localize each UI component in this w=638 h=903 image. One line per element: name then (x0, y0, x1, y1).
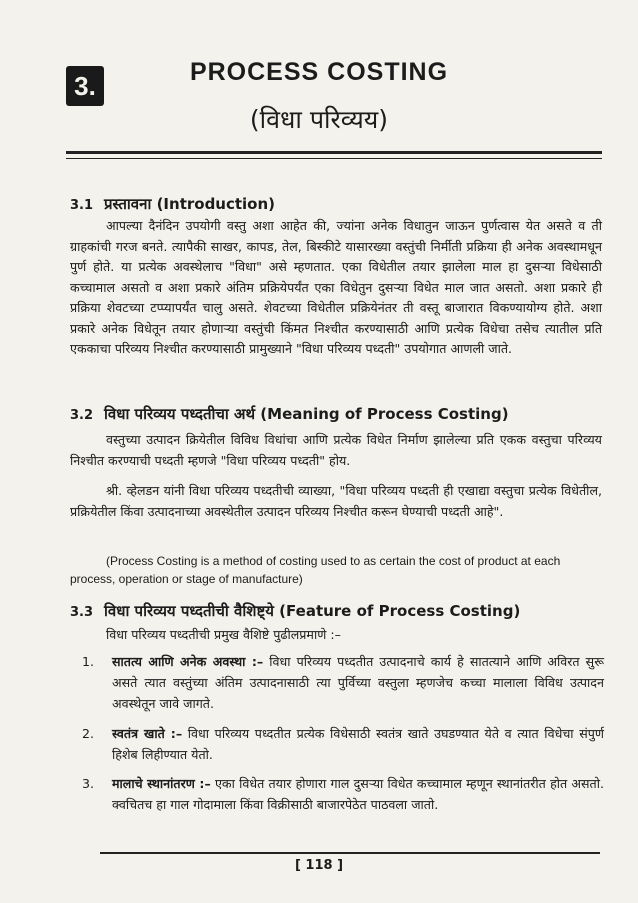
section-title: प्रस्तावना (Introduction) (104, 195, 276, 213)
feature-item (82, 651, 604, 714)
feature-item (82, 773, 604, 815)
feature-term: मालाचे स्थानांतरण :– (112, 776, 211, 791)
section-title: विधा परिव्यय पध्दतीची वैशिष्ट्ये (Feature of Process Costing) (104, 602, 521, 620)
section-number: 3.2 (70, 408, 94, 423)
feature-text: एका विधेत तयार होणारा गाल दुसऱ्या विधेत कच्चामाल म्हणून स्थानांतरीत होत असतो. क्वचितच हा गाल गोदामाला किंवा विक्रीसाठी बाजारपेठेत पाठवला जातो. (112, 776, 604, 812)
header-rule-thick (66, 151, 602, 154)
definition-paragraph: श्री. व्हेलडन यांनी विधा परिव्यय पध्दतीची व्याख्या, "विधा परिव्यय पध्दती ही एखाद्या वस्तुचा प्रत्येक विधेतील, प्रक्रियेतील किंवा उत्पादनाच्या अवस्थेतील उत्पादन परिव्यय निश्चीत करून घेण्याची पध्दती आहे". (70, 483, 602, 519)
english-definition-line-2: process, operation or stage of manufacture) (70, 572, 303, 586)
chapter-number-badge: 3. (66, 66, 104, 106)
section-heading-3-1 (70, 194, 275, 214)
section-number: 3.1 (70, 198, 94, 213)
feature-text: विधा परिव्यय पध्दतीत प्रत्येक विधेसाठी स्वतंत्र खाते उघडण्यात येते व त्यात विधेचा संपुर्ण हिशेब लिहीण्यात येतो. (112, 726, 604, 762)
introduction-paragraph: आपल्या दैनंदिन उपयोगी वस्तु अशा आहेत की, ज्यांना अनेक विधातुन जाऊन पुर्णत्वास येत असते व ती ग्राहकांची गरज बनते. त्यापैकी साखर, कापड, तेल, बिस्कीटे यासारख्या वस्तुंची निर्मीती प्रक्रिया ही अनेक अवस्थामधून पुर्ण होते. या प्रत्येक अवस्थेलाच "विधा" असे म्हणतात. एका विधेतील तयार झालेला माल हा दुसऱ्या विधेसाठी कच्चामाल असतो व अशा प्रकारे अंतिम प्रक्रियेपर्यंत एका विधेतुन दुसऱ्या विधेत माल जात असतो. अशा प्रकारे ही प्रक्रिया शेवटच्या टप्प्यापर्यंत चालु असते. शेवटच्या विधेतील प्रक्रियेनंतर ती वस्तू बाजारात विकण्यायोग्य होते. अशा प्रकारे अनेक विधेतून तयार होणाऱ्या वस्तुंची किंमत निश्चीत करण्यासाठी आणि प्रत्येक विधेचा तसेच त्यातील प्रति एककाचा परिव्यय निश्चीत करण्यासाठी प्रामुख्याने "विधा परिव्यय पध्दती" उपयोगात आणली जाते. (70, 218, 602, 356)
english-definition (70, 552, 602, 588)
section-number: 3.3 (70, 605, 94, 620)
section-title: विधा परिव्यय पध्दतीचा अर्थ (Meaning of Process Costing) (104, 405, 509, 423)
section-heading-3-2 (70, 404, 509, 424)
footer-rule (100, 852, 600, 854)
page-number: [ 118 ] (294, 858, 344, 873)
feature-term: सातत्य आणि अनेक अवस्था :– (112, 654, 264, 669)
feature-term: स्वतंत्र खाते :– (112, 726, 183, 741)
english-definition-line-1: (Process Costing is a method of costing used to as certain the cost of product at each (106, 554, 561, 568)
feature-number: 2. (82, 726, 95, 741)
meaning-paragraph: वस्तुच्या उत्पादन क्रियेतील विविध विधांचा आणि प्रत्येक विधेत निर्माण झालेल्या प्रति एकक वस्तुचा परिव्यय निश्चीत करण्याची पध्दती म्हणजे "विधा परिव्यय पध्दती" होय. (70, 432, 602, 468)
header-rule-thin (66, 158, 602, 159)
feature-text: विधा परिव्यय पध्दतीत उत्पादनाचे कार्य हे सातत्याने आणि अविरत सुरू असते त्यात वस्तुंच्या अंतिम उत्पादनासाठी त्या पुर्विच्या वस्तुला म्हणजेच कच्चा मालाला विविध उत्पादन अवस्थेतून जावे जागते. (112, 654, 604, 711)
feature-number: 3. (82, 776, 95, 791)
feature-number: 1. (82, 654, 95, 669)
section-heading-3-3 (70, 601, 520, 621)
feature-item (82, 723, 604, 765)
chapter-title: PROCESS COSTING (189, 58, 449, 86)
features-intro: विधा परिव्यय पध्दतीची प्रमुख वैशिष्टे पुढीलप्रमाणे :– (106, 627, 341, 642)
chapter-subtitle: (विधा परिव्यय) (249, 105, 389, 134)
